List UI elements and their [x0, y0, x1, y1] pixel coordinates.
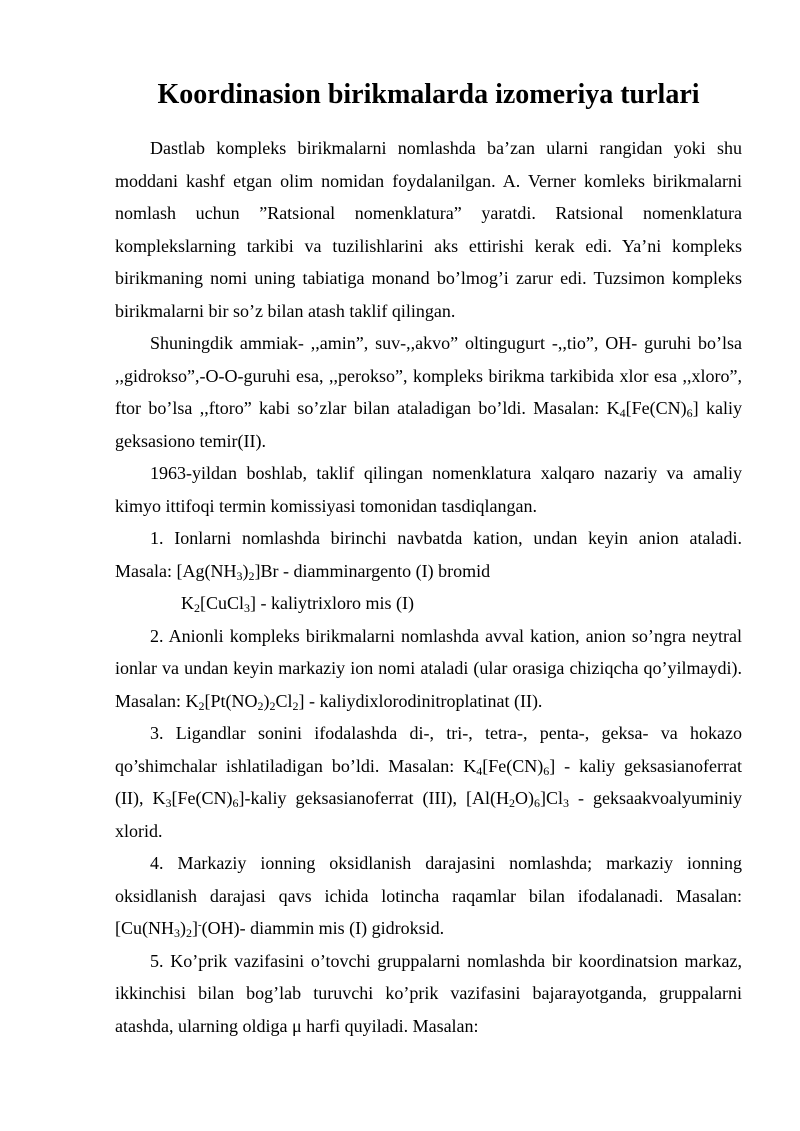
rule-2: 2. Anionli kompleks birikmalarni nomlashda avval kation, anion so’ngra neytral ionlar va undan keyin markaziy ion nomi ataladi (ular orasiga chiziqcha qo’yilmaydi). Masalan: $K_2[Pt(NO_2)_2Cl_2]$ - kaliydixlorodinitroplatinat (II). [115, 625, 742, 713]
rule-4: 4. Markaziy ionning oksidlanish darajasini nomlashda; markaziy ionning oksidlanish darajasi qavs ichida lotincha raqamlar bilan ifodalanadi. Masalan: $[Cu(NH_3)_2]^-(OH)-$ diammin mis (I) gidroksid. [115, 853, 742, 940]
page-title: Koordinasion birikmalarda izomeriya turlari [157, 79, 700, 110]
paragraph-1963: 1963-yildan boshlab, taklif qilingan nomenklatura xalqaro nazariy va amaliy kimyo ittifoqi termin komissiyasi tomonidan tasdiqlangan. [115, 463, 742, 516]
rule-3: 3. Ligandlar sonini ifodalashda di-, tri-, tetra-, penta-, geksa- va hokazo qo’shimchalar ishlatiladigan bo’ldi. Masalan: $K_4[Fe(CN)_6]$ - kaliy geksasianoferrat (II), $K_3[Fe(CN)_6]$-kaliy geksasianoferrat (III), $[Al(H_2O)_6]Cl_3$ - geksaakvoalyuminiy xlorid. [115, 723, 742, 841]
paragraph-intro: Dastlab kompleks birikmalarni nomlashda ba’zan ularni rangidan yoki shu moddani kashf etgan olim nomidan foydalanilgan. A. Verner komleks birikmalarni nomlash uchun ”Ratsional nomenklatura” yaratdi. Ratsional nomenklatura komplekslarning tarkibi va tuzilishlarini aks ettirishi kerak edi. Ya’ni kompleks birikmaning nomi uning tabiatiga monand bo’lmog’i zarur edi. Tuzsimon kompleks birikmalarni bir so’z bilan atash taklif qilingan. [115, 138, 742, 321]
rule-1: 1. Ionlarni nomlashda birinchi navbatda kation, undan keyin anion ataladi. Masala: $[Ag(NH_3)_2]Br$ - diamminargento (I) bromid [115, 528, 742, 583]
rule-5: 5. Ko’prik vazifasini o’tovchi gruppalarni nomlashda bir koordinatsion markaz, ikkinchisi bilan bog’lab turuvchi ko’prik vazifasini bajarayotganda, gruppalarni atashda, ularning oldiga μ harfi quyiladi. Masalan: [115, 950, 742, 1036]
paragraph-ligand-names: Shuningdik ammiak- ,,amin”, suv-,,akvo” oltingugurt -,,tio”, OH- guruhi bo’lsa ,,gidrokso”,-O-O-guruhi esa, ,,perokso”, kompleks birikma tarkibida xlor esa ,,xloro”, ftor bo’lsa ,,ftoro” kabi so’zlar bilan ataladigan bo’ldi. Masalan: $K_4[Fe(CN)_6]$ kaliy geksasiono temir(II). [115, 333, 742, 451]
rule-1-example: $K_2[CuCl_3]$ - kaliytrixloro mis (I) [181, 593, 414, 615]
